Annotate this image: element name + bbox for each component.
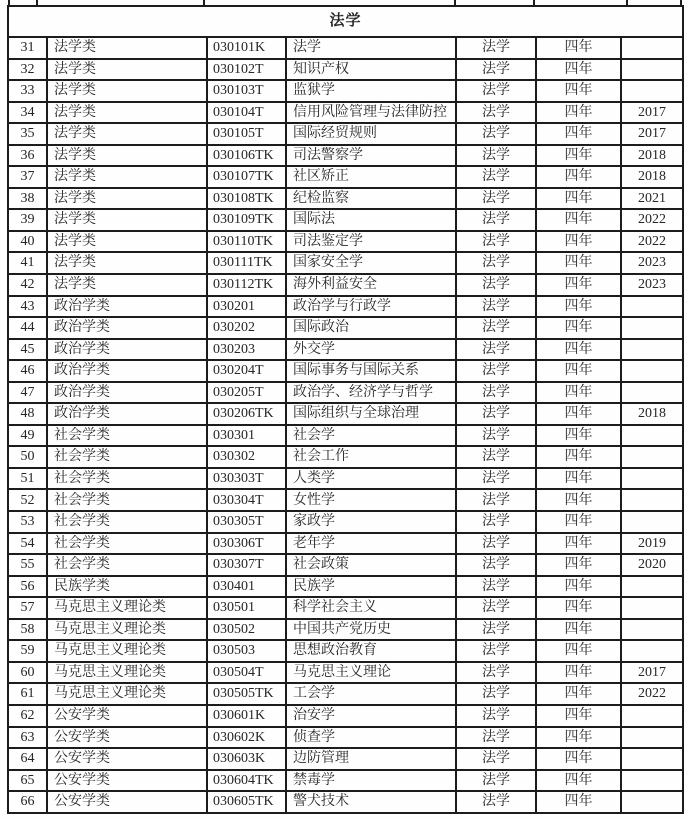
cell-row-number: 66 [8, 791, 47, 813]
cell-year-added [621, 597, 683, 619]
cell-major-name: 马克思主义理论 [286, 662, 456, 684]
cell-row-number: 64 [8, 748, 47, 770]
cell-row-number: 34 [8, 102, 47, 124]
cell-major-name: 科学社会主义 [286, 597, 456, 619]
cell-year-added [621, 748, 683, 770]
cell-category: 法学类 [47, 231, 207, 253]
cell-degree-category: 法学 [456, 468, 536, 490]
cell-row-number: 53 [8, 511, 47, 533]
cell-year-added [621, 317, 683, 339]
table-row [8, 640, 683, 662]
table-row [8, 533, 683, 555]
cell-duration: 四年 [536, 59, 621, 81]
cell-duration: 四年 [536, 317, 621, 339]
cell-row-number: 52 [8, 489, 47, 511]
cell-major-code: 030202 [207, 317, 286, 339]
cell-duration: 四年 [536, 145, 621, 167]
table-body [8, 37, 683, 813]
cell-degree-category: 法学 [456, 166, 536, 188]
table-row [8, 102, 683, 124]
cell-year-added [621, 425, 683, 447]
cell-category: 法学类 [47, 252, 207, 274]
cell-degree-category: 法学 [456, 727, 536, 749]
cell-degree-category: 法学 [456, 123, 536, 145]
cell-major-code: 030105T [207, 123, 286, 145]
cell-category: 民族学类 [47, 576, 207, 598]
cell-year-added [621, 791, 683, 813]
cell-duration: 四年 [536, 37, 621, 59]
cell-major-code: 030111TK [207, 252, 286, 274]
cell-category: 法学类 [47, 209, 207, 231]
cell-major-code: 030112TK [207, 274, 286, 296]
cell-major-name: 国际经贸规则 [286, 123, 456, 145]
cell-category: 社会学类 [47, 533, 207, 555]
cell-category: 公安学类 [47, 748, 207, 770]
cell-row-number: 62 [8, 705, 47, 727]
cell-year-added: 2018 [621, 145, 683, 167]
cell-major-code: 030602K [207, 727, 286, 749]
cell-year-added: 2021 [621, 188, 683, 210]
cell-degree-category: 法学 [456, 554, 536, 576]
cell-row-number: 46 [8, 360, 47, 382]
cell-year-added [621, 489, 683, 511]
table-row [8, 339, 683, 361]
cell-major-code: 030102T [207, 59, 286, 81]
cell-duration: 四年 [536, 360, 621, 382]
cell-degree-category: 法学 [456, 446, 536, 468]
table-row [8, 317, 683, 339]
table-row [8, 705, 683, 727]
cell-major-name: 纪检监察 [286, 188, 456, 210]
cell-degree-category: 法学 [456, 791, 536, 813]
cell-major-name: 监狱学 [286, 80, 456, 102]
cell-major-name: 社会政策 [286, 554, 456, 576]
cell-row-number: 60 [8, 662, 47, 684]
cell-major-name: 司法鉴定学 [286, 231, 456, 253]
cell-degree-category: 法学 [456, 102, 536, 124]
cell-row-number: 41 [8, 252, 47, 274]
table-row [8, 360, 683, 382]
cell-degree-category: 法学 [456, 425, 536, 447]
cell-major-name: 边防管理 [286, 748, 456, 770]
cell-major-name: 人类学 [286, 468, 456, 490]
cell-duration: 四年 [536, 231, 621, 253]
cell-row-number: 48 [8, 403, 47, 425]
table-row [8, 791, 683, 813]
table-row [8, 37, 683, 59]
cell-duration: 四年 [536, 468, 621, 490]
cell-major-name: 社区矫正 [286, 166, 456, 188]
table-row [8, 597, 683, 619]
section-title: 法学 [8, 6, 683, 37]
cell-degree-category: 法学 [456, 296, 536, 318]
cell-category: 法学类 [47, 102, 207, 124]
cell-category: 社会学类 [47, 468, 207, 490]
cell-duration: 四年 [536, 166, 621, 188]
cell-major-code: 030110TK [207, 231, 286, 253]
cell-category: 法学类 [47, 59, 207, 81]
cell-degree-category: 法学 [456, 511, 536, 533]
cell-degree-category: 法学 [456, 339, 536, 361]
cell-major-code: 030502 [207, 619, 286, 641]
cell-major-code: 030302 [207, 446, 286, 468]
table-row [8, 662, 683, 684]
cell-major-name: 中国共产党历史 [286, 619, 456, 641]
cell-duration: 四年 [536, 425, 621, 447]
cell-year-added: 2023 [621, 274, 683, 296]
cell-major-code: 030605TK [207, 791, 286, 813]
cell-category: 法学类 [47, 37, 207, 59]
cell-category: 社会学类 [47, 425, 207, 447]
cell-major-code: 030204T [207, 360, 286, 382]
table-row [8, 296, 683, 318]
cell-major-name: 国际法 [286, 209, 456, 231]
cell-duration: 四年 [536, 489, 621, 511]
cell-major-code: 030601K [207, 705, 286, 727]
cell-duration: 四年 [536, 102, 621, 124]
cell-duration: 四年 [536, 554, 621, 576]
cell-category: 法学类 [47, 123, 207, 145]
cell-duration: 四年 [536, 640, 621, 662]
cell-row-number: 36 [8, 145, 47, 167]
table-row [8, 576, 683, 598]
cell-degree-category: 法学 [456, 80, 536, 102]
cell-degree-category: 法学 [456, 640, 536, 662]
section-header-row [8, 6, 683, 37]
cell-category: 马克思主义理论类 [47, 662, 207, 684]
table-row [8, 446, 683, 468]
table-row [8, 382, 683, 404]
cell-duration: 四年 [536, 770, 621, 792]
table-row [8, 489, 683, 511]
table-row [8, 188, 683, 210]
table-row [8, 727, 683, 749]
cell-row-number: 38 [8, 188, 47, 210]
cell-major-name: 国际政治 [286, 317, 456, 339]
cell-major-name: 女性学 [286, 489, 456, 511]
cell-row-number: 50 [8, 446, 47, 468]
cell-duration: 四年 [536, 209, 621, 231]
cell-major-name: 警犬技术 [286, 791, 456, 813]
cell-major-code: 030203 [207, 339, 286, 361]
cell-degree-category: 法学 [456, 489, 536, 511]
cell-major-name: 知识产权 [286, 59, 456, 81]
cell-year-added [621, 770, 683, 792]
cell-row-number: 40 [8, 231, 47, 253]
cell-major-name: 社会学 [286, 425, 456, 447]
cell-duration: 四年 [536, 727, 621, 749]
cell-category: 马克思主义理论类 [47, 640, 207, 662]
table-row [8, 80, 683, 102]
cell-duration: 四年 [536, 339, 621, 361]
cell-major-name: 海外利益安全 [286, 274, 456, 296]
cell-row-number: 61 [8, 683, 47, 705]
cell-year-added: 2017 [621, 662, 683, 684]
cell-year-added: 2018 [621, 403, 683, 425]
table-row [8, 554, 683, 576]
cell-major-name: 老年学 [286, 533, 456, 555]
cell-degree-category: 法学 [456, 252, 536, 274]
table-row [8, 274, 683, 296]
cell-major-code: 030505TK [207, 683, 286, 705]
cell-major-code: 030303T [207, 468, 286, 490]
cell-row-number: 45 [8, 339, 47, 361]
cell-row-number: 56 [8, 576, 47, 598]
cell-major-code: 030107TK [207, 166, 286, 188]
cell-row-number: 54 [8, 533, 47, 555]
cell-row-number: 47 [8, 382, 47, 404]
cell-major-name: 国家安全学 [286, 252, 456, 274]
cell-major-name: 外交学 [286, 339, 456, 361]
cell-major-name: 家政学 [286, 511, 456, 533]
cell-major-name: 法学 [286, 37, 456, 59]
cell-year-added [621, 339, 683, 361]
cell-category: 政治学类 [47, 317, 207, 339]
cell-category: 公安学类 [47, 791, 207, 813]
cell-major-code: 030108TK [207, 188, 286, 210]
cell-year-added [621, 511, 683, 533]
cell-major-code: 030401 [207, 576, 286, 598]
cell-duration: 四年 [536, 533, 621, 555]
cell-year-added [621, 37, 683, 59]
cell-duration: 四年 [536, 446, 621, 468]
cell-duration: 四年 [536, 662, 621, 684]
cell-year-added [621, 360, 683, 382]
cell-row-number: 31 [8, 37, 47, 59]
cell-year-added: 2019 [621, 533, 683, 555]
cell-category: 法学类 [47, 145, 207, 167]
table-row [8, 59, 683, 81]
cell-major-code: 030307T [207, 554, 286, 576]
cell-year-added: 2023 [621, 252, 683, 274]
cell-duration: 四年 [536, 619, 621, 641]
cell-duration: 四年 [536, 705, 621, 727]
cell-category: 法学类 [47, 80, 207, 102]
table-row [8, 511, 683, 533]
cell-year-added: 2018 [621, 166, 683, 188]
cell-category: 马克思主义理论类 [47, 597, 207, 619]
cell-year-added [621, 576, 683, 598]
cell-degree-category: 法学 [456, 274, 536, 296]
table-row [8, 619, 683, 641]
cell-duration: 四年 [536, 382, 621, 404]
cell-degree-category: 法学 [456, 597, 536, 619]
cell-degree-category: 法学 [456, 770, 536, 792]
cell-year-added [621, 382, 683, 404]
cell-year-added: 2022 [621, 231, 683, 253]
cell-year-added [621, 640, 683, 662]
cell-major-code: 030501 [207, 597, 286, 619]
cell-major-code: 030305T [207, 511, 286, 533]
cell-major-name: 禁毒学 [286, 770, 456, 792]
cell-row-number: 59 [8, 640, 47, 662]
table-row [8, 770, 683, 792]
cell-row-number: 37 [8, 166, 47, 188]
cell-duration: 四年 [536, 403, 621, 425]
cell-year-added: 2022 [621, 683, 683, 705]
cell-major-name: 治安学 [286, 705, 456, 727]
cell-year-added: 2017 [621, 123, 683, 145]
cell-major-name: 侦查学 [286, 727, 456, 749]
table-row [8, 252, 683, 274]
cell-duration: 四年 [536, 748, 621, 770]
table-row [8, 683, 683, 705]
cell-row-number: 33 [8, 80, 47, 102]
cell-category: 政治学类 [47, 339, 207, 361]
cell-degree-category: 法学 [456, 403, 536, 425]
cell-major-code: 030604TK [207, 770, 286, 792]
cell-major-name: 民族学 [286, 576, 456, 598]
table-row [8, 403, 683, 425]
major-catalog-table [7, 5, 684, 814]
table-row [8, 425, 683, 447]
cell-category: 政治学类 [47, 296, 207, 318]
cell-category: 政治学类 [47, 382, 207, 404]
cell-category: 公安学类 [47, 705, 207, 727]
cell-year-added [621, 296, 683, 318]
cell-major-code: 030109TK [207, 209, 286, 231]
cell-year-added [621, 468, 683, 490]
cell-category: 法学类 [47, 166, 207, 188]
cell-row-number: 58 [8, 619, 47, 641]
cell-category: 社会学类 [47, 511, 207, 533]
cell-degree-category: 法学 [456, 360, 536, 382]
cell-duration: 四年 [536, 511, 621, 533]
table-row [8, 166, 683, 188]
cell-degree-category: 法学 [456, 683, 536, 705]
cell-year-added [621, 446, 683, 468]
cell-year-added [621, 80, 683, 102]
cell-row-number: 43 [8, 296, 47, 318]
cell-degree-category: 法学 [456, 59, 536, 81]
cell-major-name: 思想政治教育 [286, 640, 456, 662]
table-row [8, 748, 683, 770]
table-row [8, 145, 683, 167]
cell-degree-category: 法学 [456, 705, 536, 727]
cell-row-number: 57 [8, 597, 47, 619]
cell-degree-category: 法学 [456, 145, 536, 167]
cell-major-code: 030304T [207, 489, 286, 511]
cell-duration: 四年 [536, 80, 621, 102]
cell-category: 马克思主义理论类 [47, 683, 207, 705]
cell-major-code: 030306T [207, 533, 286, 555]
cell-category: 社会学类 [47, 489, 207, 511]
cell-degree-category: 法学 [456, 231, 536, 253]
cell-major-code: 030101K [207, 37, 286, 59]
cell-major-code: 030103T [207, 80, 286, 102]
cell-duration: 四年 [536, 274, 621, 296]
cell-degree-category: 法学 [456, 382, 536, 404]
cell-year-added [621, 59, 683, 81]
cell-row-number: 49 [8, 425, 47, 447]
cell-year-added [621, 619, 683, 641]
cell-row-number: 32 [8, 59, 47, 81]
cell-major-name: 司法警察学 [286, 145, 456, 167]
cell-major-name: 政治学与行政学 [286, 296, 456, 318]
cell-degree-category: 法学 [456, 37, 536, 59]
cell-major-code: 030205T [207, 382, 286, 404]
cell-major-name: 工会学 [286, 683, 456, 705]
cell-row-number: 63 [8, 727, 47, 749]
cell-duration: 四年 [536, 188, 621, 210]
cell-major-code: 030301 [207, 425, 286, 447]
cell-row-number: 55 [8, 554, 47, 576]
cell-major-name: 社会工作 [286, 446, 456, 468]
cell-year-added: 2022 [621, 209, 683, 231]
cell-degree-category: 法学 [456, 576, 536, 598]
cell-category: 社会学类 [47, 554, 207, 576]
cell-row-number: 42 [8, 274, 47, 296]
cell-major-name: 国际事务与国际关系 [286, 360, 456, 382]
cell-major-code: 030504T [207, 662, 286, 684]
cell-major-code: 030104T [207, 102, 286, 124]
cell-degree-category: 法学 [456, 748, 536, 770]
cell-major-code: 030201 [207, 296, 286, 318]
cell-category: 法学类 [47, 188, 207, 210]
cell-year-added: 2020 [621, 554, 683, 576]
cell-degree-category: 法学 [456, 209, 536, 231]
cell-degree-category: 法学 [456, 317, 536, 339]
cell-category: 社会学类 [47, 446, 207, 468]
cell-major-code: 030503 [207, 640, 286, 662]
cell-year-added [621, 705, 683, 727]
cell-category: 公安学类 [47, 770, 207, 792]
table-row [8, 231, 683, 253]
cell-row-number: 44 [8, 317, 47, 339]
cell-duration: 四年 [536, 791, 621, 813]
cell-row-number: 65 [8, 770, 47, 792]
cell-degree-category: 法学 [456, 188, 536, 210]
cell-degree-category: 法学 [456, 533, 536, 555]
cell-category: 政治学类 [47, 403, 207, 425]
cell-category: 公安学类 [47, 727, 207, 749]
cell-degree-category: 法学 [456, 662, 536, 684]
cell-year-added [621, 727, 683, 749]
cell-degree-category: 法学 [456, 619, 536, 641]
cell-duration: 四年 [536, 597, 621, 619]
cell-major-code: 030206TK [207, 403, 286, 425]
cell-major-name: 国际组织与全球治理 [286, 403, 456, 425]
cell-major-code: 030603K [207, 748, 286, 770]
cell-category: 马克思主义理论类 [47, 619, 207, 641]
table-row [8, 468, 683, 490]
cell-duration: 四年 [536, 296, 621, 318]
cell-category: 法学类 [47, 274, 207, 296]
cell-year-added: 2017 [621, 102, 683, 124]
cell-row-number: 51 [8, 468, 47, 490]
cell-duration: 四年 [536, 683, 621, 705]
cell-category: 政治学类 [47, 360, 207, 382]
cell-major-name: 信用风险管理与法律防控 [286, 102, 456, 124]
table-row [8, 209, 683, 231]
cell-duration: 四年 [536, 123, 621, 145]
cell-row-number: 35 [8, 123, 47, 145]
cell-major-code: 030106TK [207, 145, 286, 167]
table-row [8, 123, 683, 145]
cell-duration: 四年 [536, 576, 621, 598]
cell-major-name: 政治学、经济学与哲学 [286, 382, 456, 404]
cell-row-number: 39 [8, 209, 47, 231]
cell-duration: 四年 [536, 252, 621, 274]
